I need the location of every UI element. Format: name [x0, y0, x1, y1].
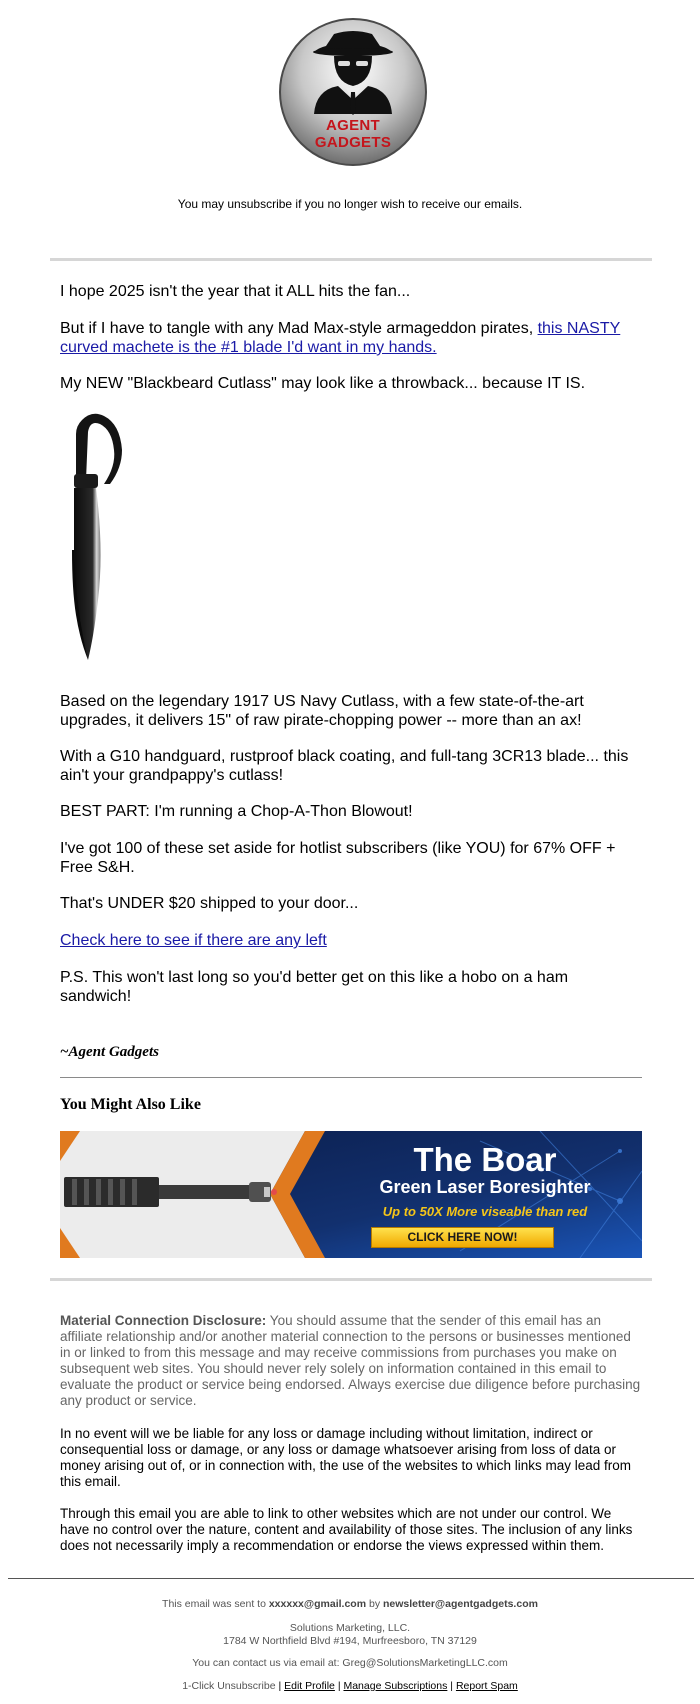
availability-paragraph — [60, 931, 642, 950]
material-connection-disclosure — [60, 1313, 642, 1409]
paragraph-navy-cutlass: Based on the legendary 1917 US Navy Cutlass, with a few state-of-the-art upgrades, it delivers 15" of raw pirate-chopping power -- more than an ax! — [60, 693, 584, 729]
sent-prefix: This email was sent to — [162, 1598, 269, 1610]
you-might-also-like-heading: You Might Also Like — [60, 1096, 201, 1113]
check-availability-link[interactable]: Check here to see if there are any left — [60, 932, 327, 949]
banner-click-here-button[interactable]: CLICK HERE NOW! — [371, 1227, 554, 1248]
separator: | — [334, 1680, 344, 1692]
machete-link[interactable]: this NASTY curved machete is the #1 blade I'd want in my hands. — [60, 320, 621, 356]
contact-line: You can contact us via email at: Greg@SolutionsMarketingLLC.com — [192, 1657, 508, 1669]
paragraph-offer: I've got 100 of these set aside for hotlist subscribers (like YOU) for 67% OFF + Free S&H. — [60, 840, 616, 876]
banner-subtitle: Green Laser Boresighter — [379, 1177, 591, 1197]
intro-paragraph: I hope 2025 isn't the year that it ALL hits the fan... — [60, 283, 411, 300]
paragraph-pirates-text: But if I have to tangle with any Mad Max-style armageddon pirates, — [60, 320, 538, 337]
logo-line-agent: AGENT — [326, 117, 380, 134]
header-divider — [50, 258, 652, 261]
separator: | — [275, 1680, 285, 1692]
separator: | — [447, 1680, 456, 1692]
report-spam-link[interactable]: Report Spam — [455, 1680, 518, 1692]
boresighter-product-icon — [64, 1163, 294, 1223]
company-name: Solutions Marketing, LLC. — [289, 1622, 411, 1634]
liability-paragraph: In no event will we be liable for any loss or damage including without limitation, indirect or consequential loss or damage, or any loss or damage whatsoever arising from loss of data or money arising out of, or in connection with, the use of the websites to which links may lead from this email. — [60, 1426, 632, 1489]
paragraph-pirates — [60, 319, 642, 357]
sender-email: newsletter@agentgadgets.com — [383, 1598, 538, 1610]
footer-divider — [8, 1578, 694, 1579]
disclosure-text: You should assume that the sender of this email has an affiliate relationship and/or another material connection to the persons or businesses mentioned in or linked to from this message and may receive commissions from purchases you make on subsequent web sites. You should never rely solely on information contained in this email to evaluate the product or service being endorsed. Always exercise due diligence before purchasing any product or service. — [60, 1313, 641, 1408]
boar-boresighter-banner[interactable] — [60, 1131, 642, 1258]
signature-divider — [60, 1077, 642, 1078]
ps-paragraph: P.S. This won't last long so you'd better get on this like a hobo on a ham sandwich! — [60, 969, 569, 1005]
paragraph-price: That's UNDER $20 shipped to your door... — [60, 895, 359, 912]
logo-line-gadgets: GADGETS — [314, 134, 392, 151]
sent-to-line — [0, 1598, 700, 1610]
paragraph-best-part: BEST PART: I'm running a Chop-A-Thon Blowout! — [60, 803, 413, 820]
manage-subscriptions-link[interactable]: Manage Subscriptions — [343, 1680, 448, 1692]
disclosure-divider — [50, 1278, 652, 1281]
paragraph-g10: With a G10 handguard, rustproof black coating, and full-tang 3CR13 blade... this ain't your grandpappy's cutlass! — [60, 748, 629, 784]
disclosure-label: Material Connection Disclosure: — [60, 1313, 267, 1328]
top-unsubscribe-notice[interactable]: You may unsubscribe if you no longer wish to receive our emails. — [177, 197, 523, 211]
company-address: 1784 W Northfield Blvd #194, Murfreesboro, TN 37129 — [223, 1635, 477, 1647]
edit-profile-link[interactable]: Edit Profile — [284, 1680, 335, 1692]
footer-links — [0, 1680, 700, 1692]
cutlass-product-image[interactable] — [60, 410, 130, 662]
recipient-email: xxxxxx@gmail.com — [268, 1598, 367, 1610]
banner-title: The Boar — [413, 1141, 557, 1178]
external-links-paragraph: Through this email you are able to link to other websites which are not under our control. We have no control over the nature, content and availability of those sites. The inclusion of any links does not necessarily imply a recommendation or endorse the views expressed within them. — [60, 1506, 633, 1553]
banner-promo: Up to 50X More viseable than red — [382, 1204, 588, 1219]
machete-icon — [60, 410, 130, 662]
signature: ~Agent Gadgets — [60, 1044, 159, 1060]
paragraph-blackbeard: My NEW "Blackbeard Cutlass" may look like a throwback... because IT IS. — [60, 375, 586, 392]
sent-by: by — [366, 1598, 383, 1610]
one-click-unsubscribe[interactable]: 1-Click Unsubscribe — [182, 1680, 276, 1692]
agent-gadgets-logo[interactable] — [278, 16, 428, 168]
